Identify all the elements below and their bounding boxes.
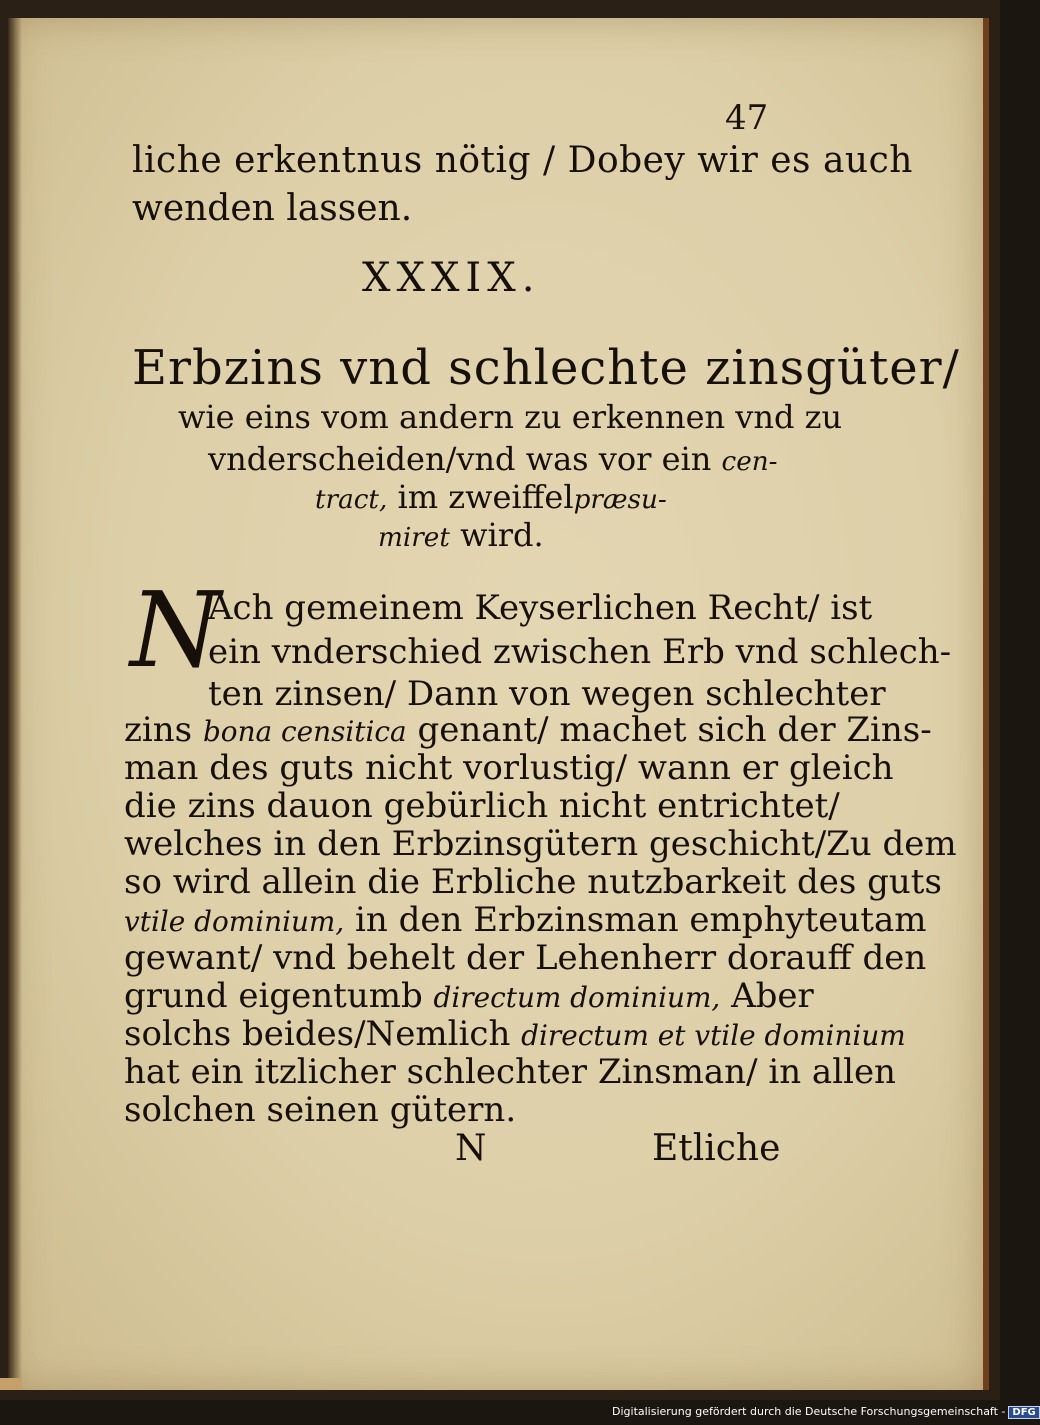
heading-italic: tract,	[315, 485, 388, 515]
body-line: zins bona censitica genant/ machet sich der Zins-	[124, 710, 932, 750]
body-line: so wird allein die Erbliche nutzbarkeit des guts	[124, 862, 942, 902]
heading-italic: cen-	[721, 447, 778, 477]
dfg-logo-icon: DFG	[1008, 1406, 1039, 1419]
top-line-1: liche erkentnus nötig / Dobey wir es auch	[132, 140, 913, 181]
top-line-2: wenden lassen.	[132, 188, 413, 229]
heading-text: wird.	[460, 516, 544, 554]
section-heading-line-4	[315, 478, 667, 516]
section-heading-line-5	[378, 516, 544, 554]
body-line: Ach gemeinem Keyserlichen Recht/ ist	[208, 588, 873, 628]
section-heading-line-2: wie eins vom andern zu erkennen vnd zu	[178, 398, 843, 436]
drop-cap: N	[130, 569, 221, 691]
body-line: solchs beides/Nemlich directum et vtile dominium	[124, 1014, 906, 1054]
body-line: hat ein itzlicher schlechter Zinsman/ in allen	[124, 1052, 896, 1092]
body-line: solchen seinen gütern.	[124, 1090, 517, 1130]
body-line: die zins dauon gebürlich nicht entrichtet/	[124, 786, 840, 826]
heading-text: vnderscheiden/vnd was vor ein	[208, 440, 712, 478]
heading-italic: præsu-	[573, 485, 667, 515]
body-line: ein vnderschied zwischen Erb vnd schlech-	[208, 632, 952, 672]
body-line: gewant/ vnd behelt der Lehenherr dorauff den	[124, 938, 927, 978]
signature-mark: N	[455, 1128, 487, 1169]
body-line: man des guts nicht vorlustig/ wann er gleich	[124, 748, 894, 788]
funding-footer	[612, 1405, 1036, 1423]
footer-text: Digitalisierung gefördert durch die Deutsche Forschungsgemeinschaft -	[612, 1405, 1006, 1418]
section-heading-line-1: Erbzins vnd schlechte zinsgüter/	[132, 340, 960, 396]
section-heading-line-3	[208, 440, 778, 478]
body-line: vtile dominium, in den Erbzinsman emphyteutam	[124, 900, 927, 940]
body-line: welches in den Erbzinsgütern geschicht/Zu dem	[124, 824, 957, 864]
heading-italic: miret	[378, 523, 450, 553]
body-line: grund eigentumb directum dominium, Aber	[124, 976, 814, 1016]
heading-text: im zweiffel	[397, 478, 574, 516]
page-spine-shadow	[8, 18, 22, 1390]
section-number: XXXIX.	[362, 255, 541, 301]
page-number: 47	[725, 98, 769, 138]
body-line: ten zinsen/ Dann von wegen schlechter	[208, 674, 886, 714]
page-edge-mark	[0, 1378, 22, 1390]
catchword: Etliche	[652, 1128, 781, 1169]
